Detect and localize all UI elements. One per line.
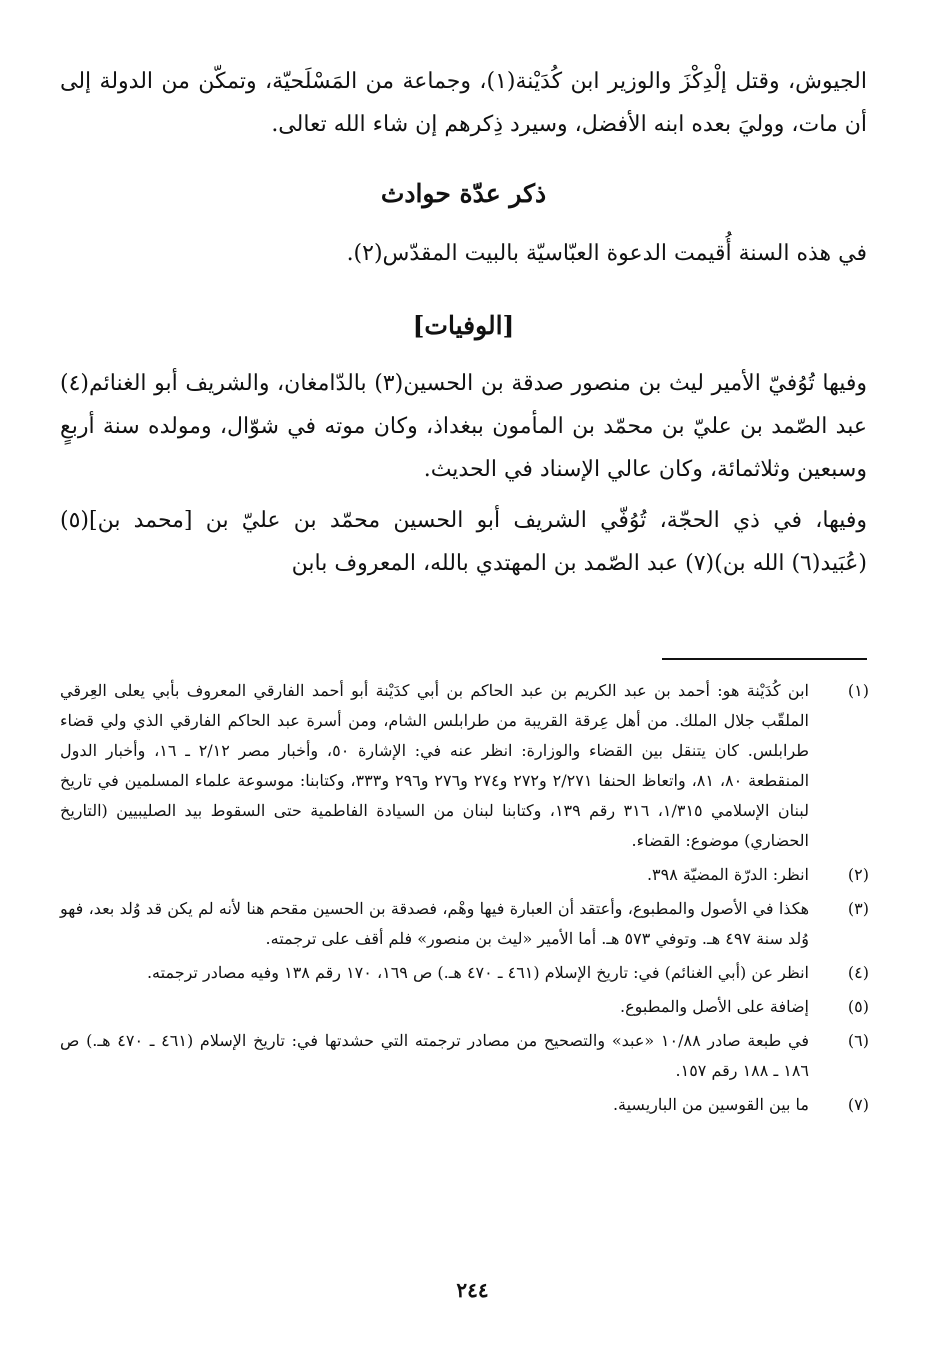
footnote-number: (٥) bbox=[847, 997, 869, 1016]
footnote-text: إضافة على الأصل والمطبوع. bbox=[620, 997, 809, 1016]
footnote-text: في طبعة صادر ١٠/٨٨ «عبد» والتصحيح من مصادر ترجمته التي حشدتها في: تاريخ الإسلام (٤٦١ ـ ٤٧٠ هـ.) ص ١٨٦ ـ ١٨٨ رقم ١٥٧. bbox=[60, 1031, 810, 1080]
main-text bbox=[60, 60, 867, 585]
deaths-paragraph-2: وفيها، في ذي الحجّة، تُوُفّي الشريف أبو الحسين محمّد بن عليّ بن [محمد بن](٥) (عُبَيد(٦) الله بن)(٧) عبد الصّمد بن المهتدي بالله، المعروف بابن bbox=[60, 508, 867, 576]
footnote bbox=[60, 1090, 875, 1120]
footnote-text: انظر عن (أبي الغنائم) في: تاريخ الإسلام (٤٦١ ـ ٤٧٠ هـ.) ص ١٦٩، ١٧٠ رقم ١٣٨ وفيه مصادر ترجمته. bbox=[146, 963, 809, 982]
intro-paragraph: الجيوش، وقتل إلْدِكْزَ والوزير ابن كُدَيْنة(١)، وجماعة من المَسْلَحيّة، وتمكّن من الدولة إلى أن مات، ووليَ بعده ابنه الأفضل، وسيرد ذِكرهم إن شاء الله تعالى. bbox=[60, 69, 867, 137]
footnote bbox=[60, 958, 875, 988]
events-paragraph: في هذه السنة أُقيمت الدعوة العبّاسيّة بالبيت المقدّس(٢). bbox=[346, 241, 867, 266]
footnote-number: (١) bbox=[847, 681, 869, 700]
footnote-separator bbox=[662, 658, 867, 660]
footnote-number: (٤) bbox=[847, 963, 869, 982]
footnote-number: (٧) bbox=[847, 1095, 869, 1114]
footnote-text: ابن كُدَيْنة هو: أحمد بن عبد الكريم بن عبد الحاكم بن أبي كدَيْنة أبو أحمد الفارقي المعروف بأبي يعلى العِرقي الملقّب جلال الملك. من أهل عِرقة القريبة من طرابلس الشام، ومن أسرة عبد الحاكم الفارقي الذي ولي قضاء طرابلس. كان يتنقل بين القضاء والوزارة: انظر عنه في: الإشارة ٥٠، وأخبار مصر ٢/١٢ ـ ١٦، وأخبار الدول المنقطعة ٨٠، ٨١، واتعاظ الحنفا ٢/٢٧١ و٢٧٢ و٢٧٤ و٢٧٦ و٢٩٦ و٣٣٣، وكتابنا: موسوعة علماء المسلمين في تاريخ لبنان الإسلامي ١/٣١٥، ٣١٦ رقم ١٣٩، وكتابنا لبنان من السيادة الفاطمية حتى السقوط بيد الصليبيين (التاريخ الحضاري) موضوع: القضاء. bbox=[60, 681, 810, 850]
footnote bbox=[60, 992, 875, 1022]
footnote bbox=[60, 860, 875, 890]
section-title-deaths: [الوفيات] bbox=[412, 311, 515, 340]
footnote-number: (٢) bbox=[847, 865, 869, 884]
footnote-text: هكذا في الأصول والمطبوع، وأعتقد أن العبارة فيها وهْم، فصدقة بن الحسين مقحم هنا لأنه لم يكن قد وُلد بعد، فهو وُلد سنة ٤٩٧ هـ. وتوفي ٥٧٣ هـ. أما الأمير «ليث بن منصور» فلم أقف على ترجمته. bbox=[60, 899, 810, 948]
deaths-paragraph-1: وفيها تُوُفيّ الأمير ليث بن منصور صدقة بن الحسين(٣) بالدّامغان، والشريف أبو الغنائم(٤) عبد الصّمد بن عليّ بن محمّد بن المأمون ببغداذ، وكان موته في شوّال، ومولده سنة أربعٍ وسبعين وثلاثمائة، وكان عالي الإسناد في الحديث. bbox=[60, 371, 867, 482]
page-number: ٢٤٤ bbox=[456, 1278, 489, 1302]
footnote bbox=[60, 1026, 875, 1086]
footnote-text: ما بين القوسين من الباريسية. bbox=[612, 1095, 809, 1114]
footnote bbox=[60, 894, 875, 954]
footnote-number: (٣) bbox=[847, 899, 869, 918]
footnote-text: انظر: الدرّة المضيّة ٣٩٨. bbox=[646, 865, 809, 884]
footnote bbox=[60, 676, 875, 856]
section-title-events: ذكر عدّة حوادث bbox=[380, 179, 547, 208]
footnotes bbox=[60, 676, 875, 1124]
footnote-number: (٦) bbox=[847, 1031, 869, 1050]
